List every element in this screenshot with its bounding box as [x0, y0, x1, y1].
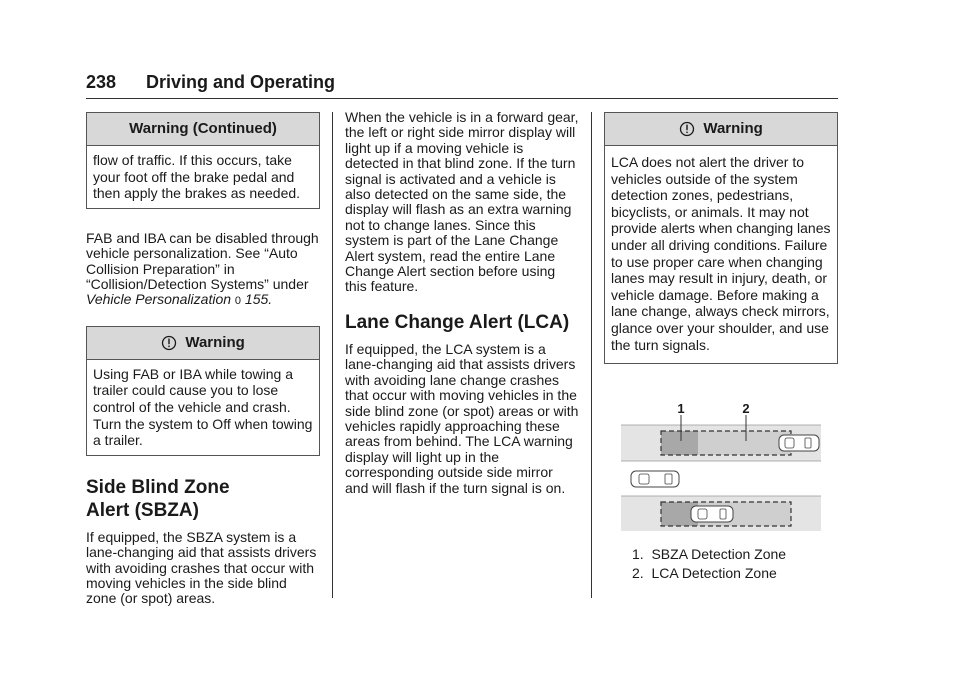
fab-text: FAB and IBA can be disabled through vehicle personalization. See “Auto Collision Preparation” in “Collision/Detection Systems” under: [86, 229, 319, 292]
sbza-paragraph: If equipped, the SBZA system is a lane-changing aid that assists drivers with avoiding crashes that occur with moving vehicles in the side blind zone (or spot) areas.: [86, 528, 317, 607]
detection-zone-diagram: [621, 401, 821, 531]
sbza-heading-line1: Side Blind Zone: [86, 476, 230, 498]
column-divider: [591, 112, 592, 598]
legend-number: 2.: [632, 565, 644, 581]
callout-2: 2: [742, 401, 750, 416]
warning-towing-header: [87, 327, 319, 360]
warning-icon: [679, 121, 695, 137]
car-bottom-lane-icon: [691, 506, 733, 522]
lca-paragraph: If equipped, the LCA system is a lane-changing aid that assists drivers with avoiding lane change crashes that occur with moving vehicles in the side blind zone (or spot) areas or with vehicles rapidly approaching these areas from behind. The LCA warning display will light up in the corresponding outside side mirror and will flash if the turn signal is on.: [345, 340, 579, 496]
legend-item: [632, 564, 786, 583]
lca-heading: Lane Change Alert (LCA): [345, 311, 570, 333]
sbza-heading-line2: Alert (SBZA): [86, 499, 199, 521]
page-number: 238: [86, 72, 117, 92]
page-header: [86, 70, 838, 99]
warning-towing-box: [86, 326, 320, 456]
warning-towing-title: Warning: [185, 333, 245, 351]
callout-1: 1: [677, 401, 685, 416]
warning-towing-body: Using FAB or IBA while towing a trailer could cause you to lose control of the vehicle and crash. Turn the system to Off when towing a trailer.: [93, 365, 313, 449]
column-3: [604, 112, 838, 364]
warning-lca-box: [604, 112, 838, 364]
column-1: [86, 112, 320, 607]
sbza-heading: [86, 476, 320, 522]
warning-icon: [161, 335, 177, 351]
warning-continued-box: [86, 112, 320, 209]
sbza-zone-top: [661, 431, 698, 455]
fab-paragraph: [86, 231, 320, 310]
page-ref-number: 155.: [244, 291, 273, 308]
vehicle-personalization-link[interactable]: Vehicle Personalization: [86, 291, 232, 308]
warning-lca-title: Warning: [703, 120, 763, 137]
legend-label: LCA Detection Zone: [651, 565, 777, 581]
warning-continued-body: flow of traffic. If this occurs, take your foot off the brake pedal and then apply the brakes as needed.: [93, 152, 301, 202]
column-divider: [332, 112, 333, 598]
legend-number: 1.: [632, 546, 644, 562]
page-ref-icon: 0: [234, 295, 242, 308]
legend-label: SBZA Detection Zone: [651, 546, 787, 562]
car-top-lane-icon: [779, 435, 819, 451]
warning-continued-title: Warning (Continued): [87, 113, 319, 146]
warning-lca-header: [605, 113, 837, 146]
warning-lca-body: LCA does not alert the driver to vehicles outside of the system detection zones, pedestrians, bicyclists, or animals. It may not provide alerts when changing lanes under all driving conditions. Failure to use proper care when changing lanes may result in injury, death, or vehicle damage. Before making a lane change, always check mirrors, glance over your shoulder, and use the turn signals.: [611, 154, 831, 353]
mirror-display-paragraph: When the vehicle is in a forward gear, the left or right side mirror display will light up if a moving vehicle is detected in that blind zone. If the turn signal is activated and a vehicle is also detected on the same side, the display will flash as an extra warning not to change lanes. Since this system is part of the Lane Change Alert system, read the entire Lane Change Alert section before using this feature.: [345, 109, 579, 295]
own-vehicle-icon: [631, 471, 679, 487]
column-2: [345, 110, 579, 496]
section-title: Driving and Operating: [146, 72, 336, 92]
diagram-legend: [632, 545, 786, 583]
legend-item: [632, 545, 786, 564]
